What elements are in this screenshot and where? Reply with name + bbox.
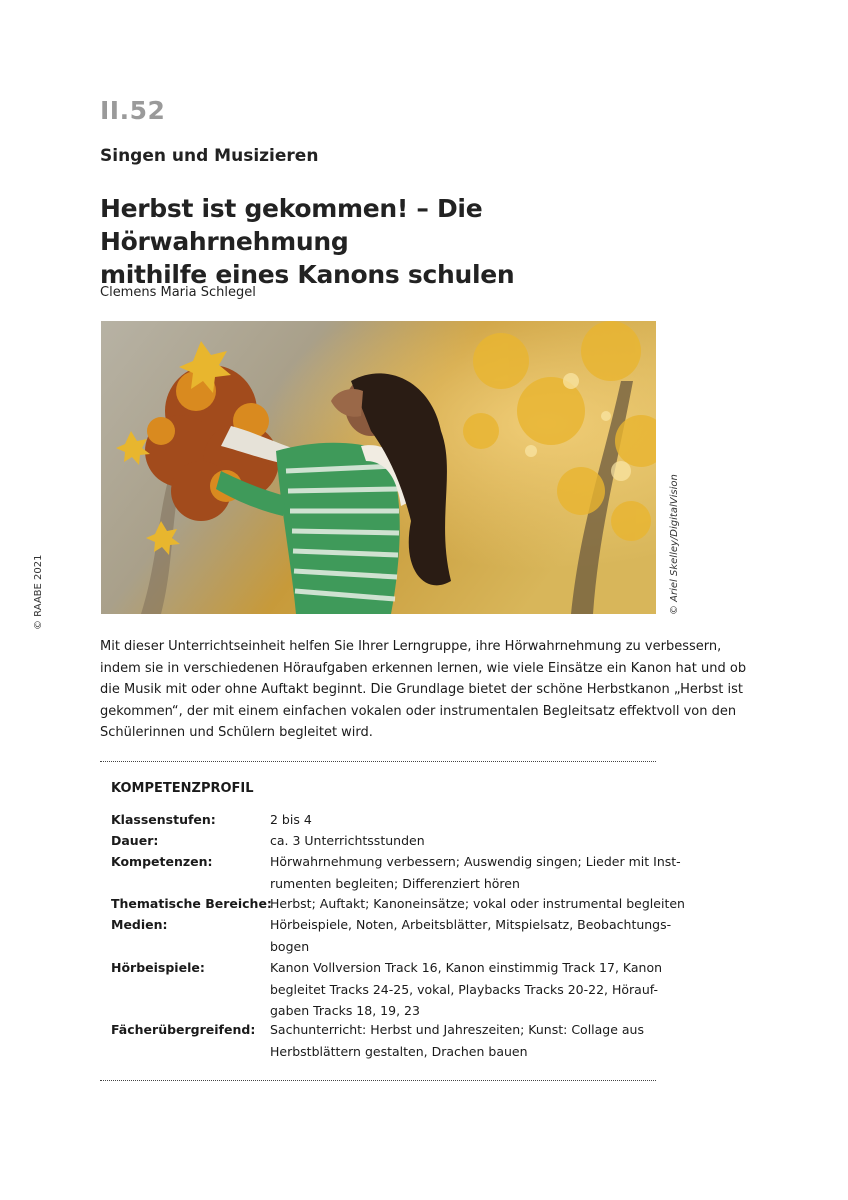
photo-credit-text: © Ariel Skelley/DigitalVision [669, 474, 680, 615]
intro-line: Mit dieser Unterrichtseinheit helfen Sie Ihrer Lerngruppe, ihre Hörwahrnehmung zu verbessern, [100, 639, 722, 654]
kp-value [270, 809, 655, 831]
page-title [100, 192, 700, 291]
kp-label: Dauer: [111, 833, 159, 848]
section-code: II.52 [100, 96, 166, 125]
intro-paragraph [100, 636, 747, 744]
kp-label: Klassenstufen: [111, 812, 216, 827]
title-line-1: Herbst ist gekommen! – Die Hörwahrnehmung [100, 194, 483, 256]
kp-label: Medien: [111, 917, 168, 932]
kp-value-line: begleitet Tracks 24-25, vokal, Playbacks Tracks 20-22, Hörauf- [270, 981, 658, 997]
kp-value-line: bogen [270, 938, 310, 954]
intro-line: die Musik mit oder ohne Auftakt beginnt. Die Grundlage bietet der schöne Herbstkanon „Herbst ist [100, 682, 743, 697]
divider-top [100, 761, 656, 762]
section-category: Singen und Musizieren [100, 146, 319, 166]
kp-label: Kompetenzen: [111, 854, 213, 869]
kp-value [270, 1019, 655, 1062]
side-copyright [30, 554, 44, 630]
kp-value [270, 830, 655, 852]
title-line-2: mithilfe eines Kanons schulen [100, 260, 515, 289]
intro-line: gekommen“, der mit einem einfachen vokalen oder instrumentalen Begleitsatz effektvoll von den [100, 703, 737, 719]
kp-label: Fächerübergreifend: [111, 1022, 256, 1037]
autumn-photo [101, 321, 656, 614]
photo-credit [666, 474, 680, 615]
kompetenzprofil-title: KOMPETENZPROFIL [111, 781, 254, 796]
kp-value-line: Sachunterricht: Herbst und Jahreszeiten; Kunst: Collage aus [270, 1022, 644, 1037]
kp-value-line: gaben Tracks 18, 19, 23 [270, 1003, 420, 1018]
kp-label: Hörbeispiele: [111, 960, 205, 975]
intro-line: Schülerinnen und Schülern begleitet wird. [100, 725, 373, 740]
kp-value-line: Herbst; Auftakt; Kanoneinsätze; vokal oder instrumental begleiten [270, 896, 685, 911]
kp-value [270, 914, 672, 957]
author: Clemens Maria Schlegel [100, 285, 256, 300]
intro-line: indem sie in verschiedenen Höraufgaben erkennen lernen, wie viele Einsätze ein Kanon hat und ob [100, 660, 747, 676]
kp-value-line: rumenten begleiten; Differenziert hören [270, 875, 520, 891]
divider-bottom [100, 1080, 656, 1081]
side-copyright-text: © RAABE 2021 [33, 554, 44, 630]
kp-value-line: Hörbeispiele, Noten, Arbeitsblätter, Mitspielsatz, Beobachtungs- [270, 917, 672, 932]
kp-value-line: Kanon Vollversion Track 16, Kanon einstimmig Track 17, Kanon [270, 960, 663, 975]
kp-value-line: Herbstblättern gestalten, Drachen bauen [270, 1043, 528, 1059]
kp-value [270, 851, 681, 894]
kp-value [270, 957, 663, 1022]
kp-value-line: Hörwahrnehmung verbessern; Auswendig singen; Lieder mit Inst- [270, 854, 681, 869]
kp-value-line: ca. 3 Unterrichtsstunden [270, 833, 425, 848]
kp-label: Thematische Bereiche: [111, 896, 272, 911]
kp-value [270, 893, 685, 915]
kp-value-line: 2 bis 4 [270, 812, 312, 827]
